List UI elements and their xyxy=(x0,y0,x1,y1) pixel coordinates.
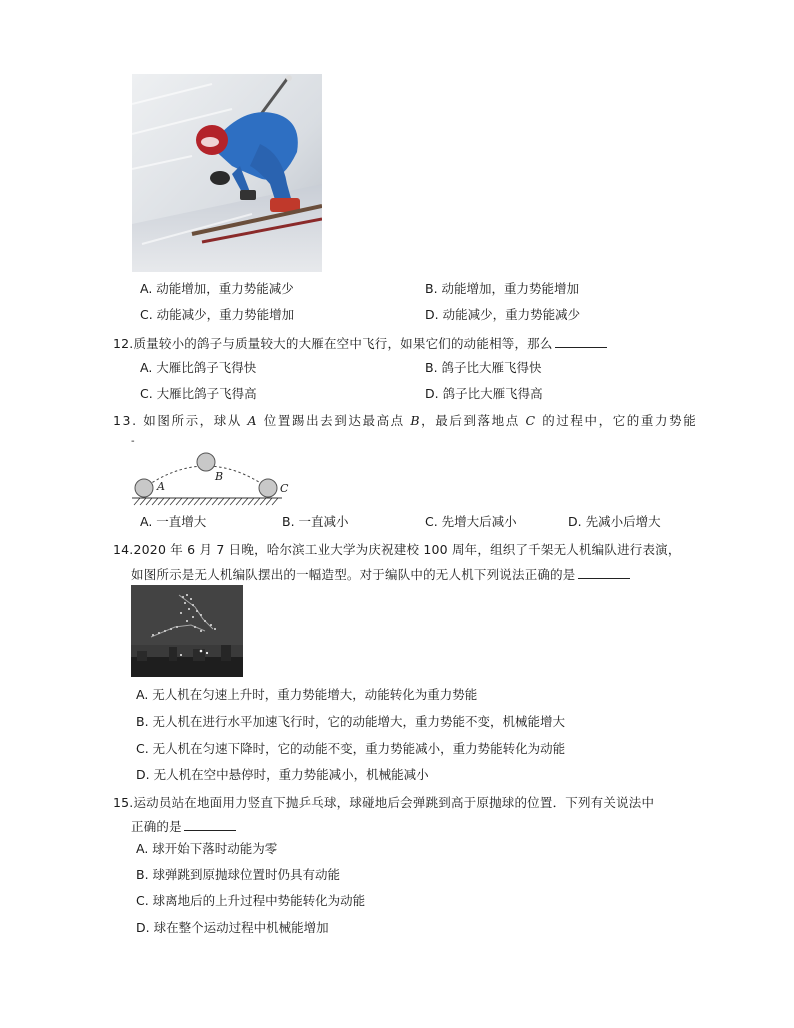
q11-option-a: A. 动能增加，重力势能减少 xyxy=(140,281,294,296)
q11-option-d: D. 动能减少，重力势能减少 xyxy=(425,307,581,322)
q14-option-b: B. 无人机在进行水平加速飞行时，它的动能增大，重力势能不变，机械能增大 xyxy=(136,714,566,729)
ball-b xyxy=(197,453,215,471)
q12-answer-blank[interactable] xyxy=(555,337,607,348)
q13-number: 13. xyxy=(113,413,138,428)
q11-option-b: B. 动能增加，重力势能增加 xyxy=(425,281,580,296)
q14-option-c: C. 无人机在匀速下降时，它的动能不变，重力势能减小，重力势能转化为动能 xyxy=(136,741,566,756)
q13-point-a: A xyxy=(247,413,259,428)
q13-option-c: C. 先增大后减小 xyxy=(425,514,517,529)
drone-show-photo xyxy=(131,585,243,677)
q15-number: 15. xyxy=(113,795,134,810)
q13-option-b: B. 一直减小 xyxy=(282,514,349,529)
q13-stem-tail: - xyxy=(131,436,135,447)
ball-a xyxy=(135,479,153,497)
q12-option-c: C. 大雁比鸽子飞得高 xyxy=(140,386,257,401)
q12-option-d: D. 鸽子比大雁飞得高 xyxy=(425,386,543,401)
q12-text: 质量较小的鸽子与质量较大的大雁在空中飞行，如果它们的动能相等，那么 xyxy=(133,336,553,351)
q13-stem: 13. 如图所示，球从 A 位置踢出去到达最高点 B，最后到落地点 C 的过程中，它的重力势能 xyxy=(113,413,698,428)
q12-option-a: A. 大雁比鸽子飞得快 xyxy=(140,360,257,375)
q12-number: 12. xyxy=(113,336,134,351)
q15-option-d: D. 球在整个运动过程中机械能增加 xyxy=(136,920,329,935)
label-a: A xyxy=(157,480,165,493)
label-c: C xyxy=(280,482,289,495)
q14-option-d: D. 无人机在空中悬停时，重力势能减小，机械能减小 xyxy=(136,767,429,782)
q14-answer-blank[interactable] xyxy=(578,568,630,579)
q11-option-c: C. 动能减少，重力势能增加 xyxy=(140,307,295,322)
q14-stem-line2: 如图所示是无人机编队摆出的一幅造型。对于编队中的无人机下列说法正确的是 xyxy=(131,565,630,583)
q15-stem-line2: 正确的是 xyxy=(131,817,236,835)
q15-option-b: B. 球弹跳到原抛球位置时仍具有动能 xyxy=(136,867,341,882)
q13-point-b: B xyxy=(410,413,422,428)
q14-option-a: A. 无人机在匀速上升时，重力势能增大，动能转化为重力势能 xyxy=(136,687,478,702)
ball-c xyxy=(259,479,277,497)
q15-option-c: C. 球离地后的上升过程中势能转化为动能 xyxy=(136,893,366,908)
q15-option-a: A. 球开始下落时动能为零 xyxy=(136,841,278,856)
q14-number: 14. xyxy=(113,542,134,557)
q13-option-a: A. 一直增大 xyxy=(140,514,207,529)
q12-stem xyxy=(113,334,607,352)
q13-point-c: C xyxy=(525,413,537,428)
q13-option-d: D. 先减小后增大 xyxy=(568,514,661,529)
q15-stem-line1: 15.运动员站在地面用力竖直下抛乒乓球，球碰地后会弹跳到高于原抛球的位置．下列有关说法中 xyxy=(113,795,655,810)
q14-stem-line1: 14.2020 年 6 月 7 日晚，哈尔滨工业大学为庆祝建校 100 周年，组织了千架无人机编队进行表演， xyxy=(113,542,681,557)
label-b: B xyxy=(215,470,224,483)
ball-trajectory-diagram xyxy=(130,450,300,506)
q12-option-b: B. 鸽子比大雁飞得快 xyxy=(425,360,542,375)
q15-answer-blank[interactable] xyxy=(184,820,236,831)
skier-photo xyxy=(132,74,322,272)
